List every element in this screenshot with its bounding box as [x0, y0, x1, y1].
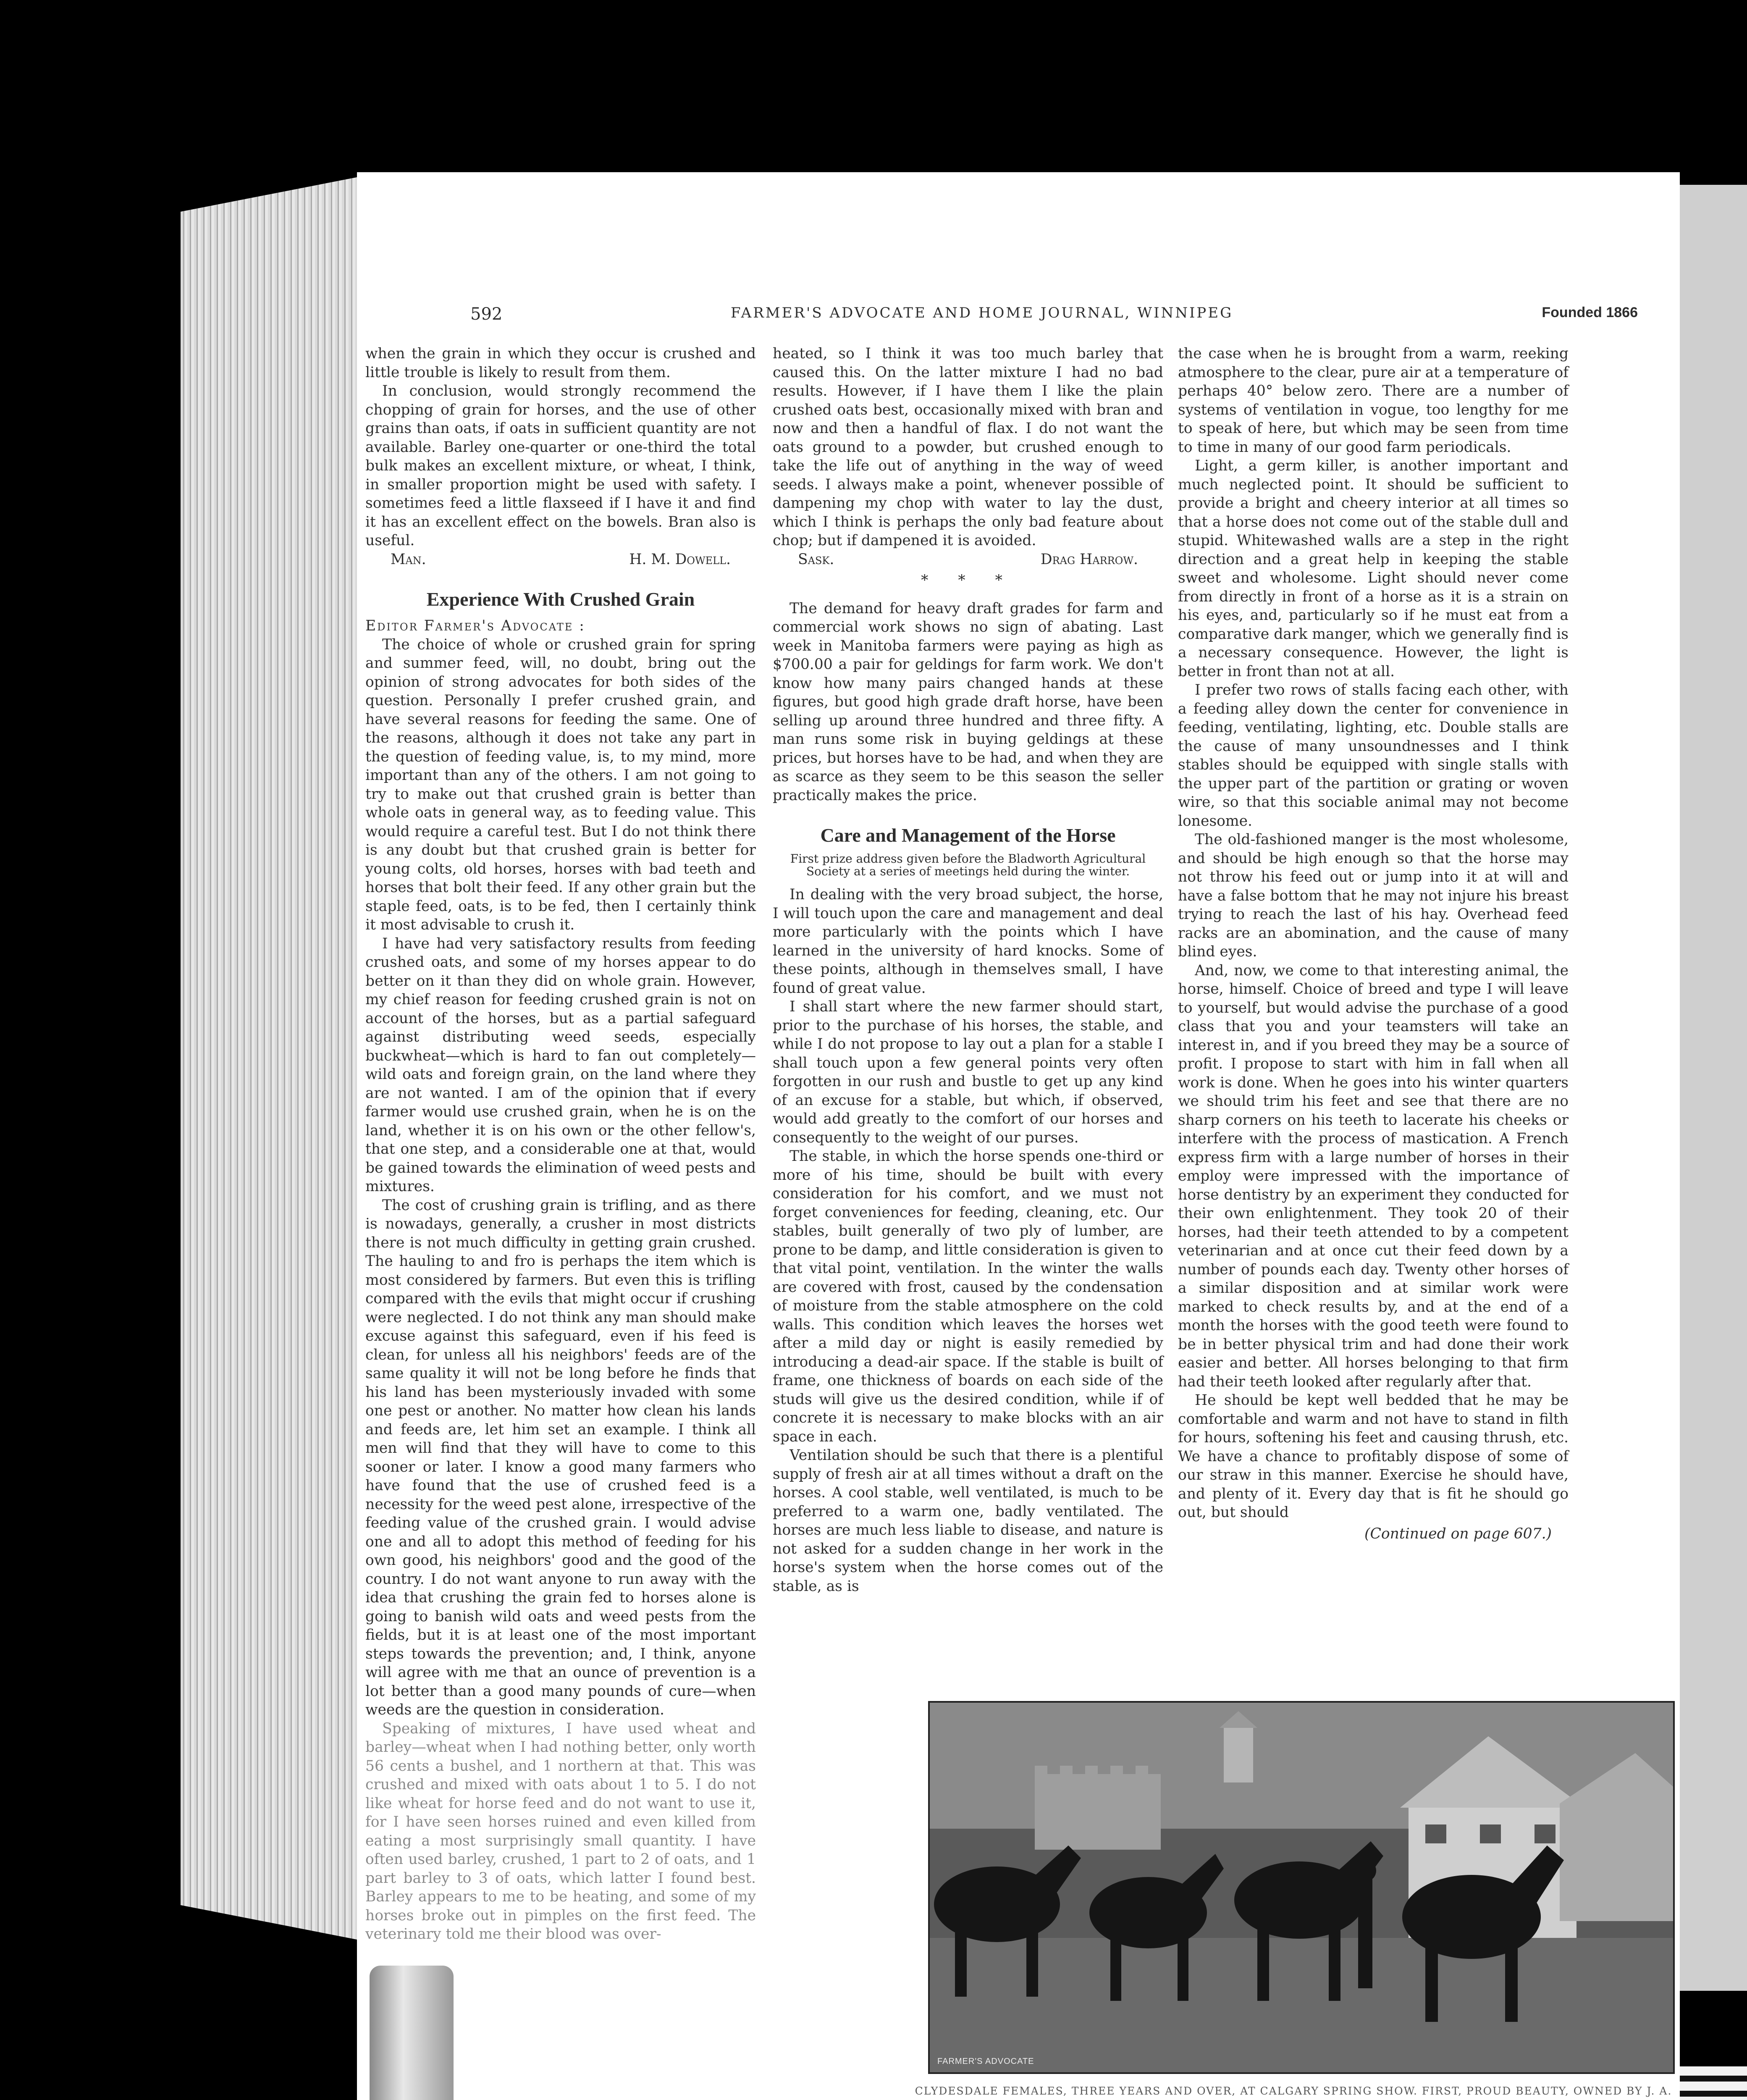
horse-photo	[928, 1701, 1675, 2074]
facing-page-edge	[1676, 185, 1747, 1991]
paragraph: The demand for heavy draft grades for farm and commercial work shows no sign of abating. Last week in Manitoba farmers were paying as high as $700.00 a pair for geldings for farm work. We don't know how many pairs changed hands at these figures, but good high grade draft horse, have been selling up around three hundred and three fifty. A man runs some risk in buying geldings at these prices, but horses have to be had, and when they are as scarce as they seem to be this season the seller practically makes the price.	[773, 600, 1163, 804]
paragraph: The stable, in which the horse spends one-third or more of his time, should be built with every consideration for his comfort, and we must not forget conveniences for feeding, cleaning, etc. Our stables, built generally of two ply of lumber, are prone to be damp, and little consideration is given to that vital point, ventilation. In the winter the walls are covered with frost, caused by the condensation of moisture from the stable atmosphere on the cold walls. This condition which leaves the horses wet after a mild day or night is easily remedied by introducing a dead-air space. If the stable is built of frame, one thickness of boards on each side of the studs will give us the desired condition, while if of concrete it is necessary to make blocks with an air space in each.	[773, 1148, 1163, 1445]
paragraph: I shall start where the new farmer should start, prior to the purchase of his horses, the stable, and while I do not propose to lay out a plan for a stable I shall touch upon a few general points very often forgotten in our rush and bustle to get up any kind of an excuse for a stable, but which, if observed, would add greatly to the comfort of our horses and consequently to the weight of our purses.	[773, 998, 1163, 1146]
paragraph: I prefer two rows of stalls facing each other, with a feeding alley down the center for convenience in feeding, ventilating, lighting, etc. Double stalls are the cause of many unsoundnesses and I think stables should be equipped with single stalls with the upper part of the partition or grating or woven wire, so that this sociable animal may not become lonesome.	[1178, 682, 1569, 830]
paragraph: In dealing with the very broad subject, the horse, I will touch upon the care and management and deal more particularly with the points which I have learned in the university of hard knocks. Some of these points, although in themselves small, I have found of great value.	[773, 886, 1163, 997]
paragraph: He should be kept well bedded that he may be comfortable and warm and not have to stand in filth for hours, softening his feet and causing thrush, etc. We have a chance to profitably dispose of some of our straw in this manner. Exercise he should have, and plenty of it. Every day that is fit he should go out, but should	[1178, 1392, 1569, 1521]
book-page-edges	[181, 176, 361, 1940]
column-1	[365, 344, 756, 1944]
paragraph: Speaking of mixtures, I have used wheat and barley—wheat when I had nothing better, only worth 56 cents a bushel, and 1 northern at that. This was crushed and mixed with oats about 1 to 5. I do not like wheat for horse feed and do not want to use it, for I have seen horses ruined and even killed from eating a most surprisingly small quantity. I have often used barley, crushed, 1 part to 2 of oats, and 1 part barley to 3 of oats, which latter I found best. Barley appears to me to be heating, and some of my horses broke out in pimples on the first feed. The veterinary told me their blood was over-	[365, 1720, 756, 1942]
founded-note: Founded 1866	[1542, 304, 1638, 320]
journal-page	[357, 172, 1680, 2100]
continued-note: (Continued on page 607.)	[1364, 1525, 1552, 1542]
column-2	[773, 344, 1163, 1596]
article-heading: Care and Management of the Horse	[820, 824, 1116, 846]
column-3	[1178, 344, 1569, 1543]
paragraph: In conclusion, would strongly recommend the chopping of grain for horses, and the use of other grains than oats, if oats in sufficient quantity are not available. Barley one-quarter or one-third the total bulk makes an excellent mixture, or wheat, I think, in smaller proportion might be used with safety. I sometimes feed a little flaxseed if I have it and find it has an excellent effect on the bowels. Bran also is useful.	[365, 383, 756, 549]
photo-credit: FARMER'S ADVOCATE	[937, 2057, 1034, 2066]
signature-name: H. M. Dowell.	[629, 551, 731, 568]
signature-name: Drag Harrow.	[1040, 551, 1138, 568]
paragraph: when the grain in which they occur is crushed and little trouble is likely to result from them.	[365, 345, 756, 381]
paragraph: Ventilation should be such that there is a plentiful supply of fresh air at all times without a draft on the horses. A cool stable, well ventilated, is much to be preferred to a warm one, badly ventilated. The horses are much less liable to disease, and nature is not asked for a sudden change in her work in the horse's system when the horse comes out of the stable, as is	[773, 1447, 1163, 1595]
signature-place: Man.	[391, 551, 426, 568]
signature-place: Sask.	[798, 551, 834, 568]
clydesdale-horses-image	[930, 1703, 1673, 2072]
page-number: 592	[470, 304, 503, 324]
signature	[365, 550, 756, 569]
section-divider: * * *	[921, 572, 1015, 589]
paragraph: I have had very satisfactory results from feeding crushed oats, and some of my horses appear to do better on it than they did on whole grain. However, my chief reason for feeding crushed grain is not on account of the horses, but as a partial safeguard against distributing weed seeds, especially buckwheat—which is hard to fan out completely—wild oats and foreign grain, on the land where they are not wanted. I am of the opinion that if every farmer would use crushed grain, when he is on the land, whether it is on his own or the other fellow's, that one step, and a considerable one at that, would be gained towards the elimination of weed pests and mixtures.	[365, 935, 756, 1195]
paragraph: The old-fashioned manger is the most wholesome, and should be high enough so that the horse may not throw his feed out or jump into it at will and have a false bottom that he may not injure his breast trying to reach the last of his hay. Overhead feed racks are an abomination, and the cause of many blind eyes.	[1178, 831, 1569, 960]
article-subheading: First prize address given before the Bladworth Agricultural Society at a series of meetings held during the winter.	[790, 852, 1146, 878]
paragraph: Light, a germ killer, is another important and much neglected point. It should be sufficient to provide a bright and cheery interior at all times so that a horse does not come out of the stable dull and stupid. Whitewashed walls are a step in the right direction and a great help in keeping the stable sweet and wholesome. Light should never come from directly in front of a horse as it is a strain on his eyes, and, particularly so if he must eat from a comparative dark manger, which we generally find is a necessary consequence. However, the light is better in front than not at all.	[1178, 457, 1569, 680]
paragraph: heated, so I think it was too much barley that caused this. On the latter mixture I had no bad results. However, if I have them I like the plain crushed oats best, occasionally mixed with bran and now and then a handful of flax. I do not want the oats ground to a powder, but crushed enough to take the life out of anything in the way of weed seeds. I always make a point, whenever possible of dampening my chop with water to lay the dust, which I think is perhaps the only bad feature about chop; but if dampened it is avoided.	[773, 345, 1163, 549]
journal-title: FARMER'S ADVOCATE AND HOME JOURNAL, WINNIPEG	[731, 304, 1233, 321]
photo-caption: CLYDESDALE FEMALES, THREE YEARS AND OVER, AT CALGARY SPRING SHOW. FIRST, PROUD BEAUTY, OWNED BY J. A.	[915, 2085, 1672, 2097]
page-clip	[370, 1966, 454, 2100]
paragraph: And, now, we come to that interesting animal, the horse, himself. Choice of breed and type I will leave to yourself, but would advise the purchase of a good class that you and your teamsters will take an interest in, and if you breed they may be a source of profit. I propose to start with him in fall when all work is done. When he goes into his winter quarters we should trim his feet and see that there are no sharp corners on his teeth to lacerate his cheeks or interfere with the process of mastication. A French express firm with a large number of horses in their employ were impressed with the importance of horse dentistry by an experiment they conducted for their own enlightenment. They took 20 of their horses, had their teeth attended to by a competent veterinarian and at once cut their feed down by a number of pounds each day. Twenty other horses of a similar disposition and at similar work were marked to check results by, and at the end of a month the horses with the good teeth were found to be in better physical trim and had done their work easier and better. All horses belonging to that firm had their teeth looked after regularly after that.	[1178, 962, 1569, 1390]
editor-salutation: Editor Farmer's Advocate :	[365, 617, 585, 634]
page-header	[470, 304, 1646, 330]
paragraph: The choice of whole or crushed grain for spring and summer feed, will, no doubt, bring out the opinion of strong advocates for both sides of the question. Personally I prefer crushed grain, and have several reasons for feeding the same. One of the reasons, although it does not take any part in the question of feeding value, is, to my mind, more important than any of the others. I am not going to try to make out that crushed grain is better than whole oats in general way, as to feeding value. This would require a careful test. But I do not think there is any doubt but that crushed grain is better for young colts, old horses, horses with bad teeth and horses that bolt their feed. If any other grain but the staple feed, oats, is to be fed, then I certainly think it most advisable to crush it.	[365, 636, 756, 933]
paragraph: the case when he is brought from a warm, reeking atmosphere to the clear, pure air at a temperature of perhaps 40° below zero. There are a number of systems of ventilation in vogue, too lengthy for me to speak of here, but which may be seen from time to time in many of our good farm periodicals.	[1178, 345, 1569, 456]
signature	[773, 550, 1163, 569]
article-heading: Experience With Crushed Grain	[426, 588, 695, 610]
paragraph: The cost of crushing grain is trifling, and as there is nowadays, generally, a crusher in most districts there is not much difficulty in getting grain crushed. The hauling to and fro is perhaps the item which is most considered by farmers. But even this is trifling compared with the evils that might occur if crushing were neglected. I do not think any man should make excuse against this safeguard, even if his feed is clean, for unless all his neighbors' feeds are of the same quality it will not be long before he finds that his land has been mysteriously invaded with some one pest or another. No matter how clean his lands and feeds are, let him set an example. I think all men will find that they will have to come to this sooner or later. I know a good many farmers who have found that the use of crushed feed is a necessity for the weed pest alone, irrespective of the feeding value of the crushed grain. I would advise one and all to adopt this method of feeding for his own good, his neighbors' good and the good of the country. I do not want anyone to run away with the idea that crushing the grain fed to horses alone is going to banish wild oats and weed pests from the fields, but it is at least one of the most important steps towards the prevention; and, I think, anyone will agree with me that an ounce of prevention is a lot better than a good many pounds of cure—when weeds are the question in consideration.	[365, 1197, 756, 1718]
